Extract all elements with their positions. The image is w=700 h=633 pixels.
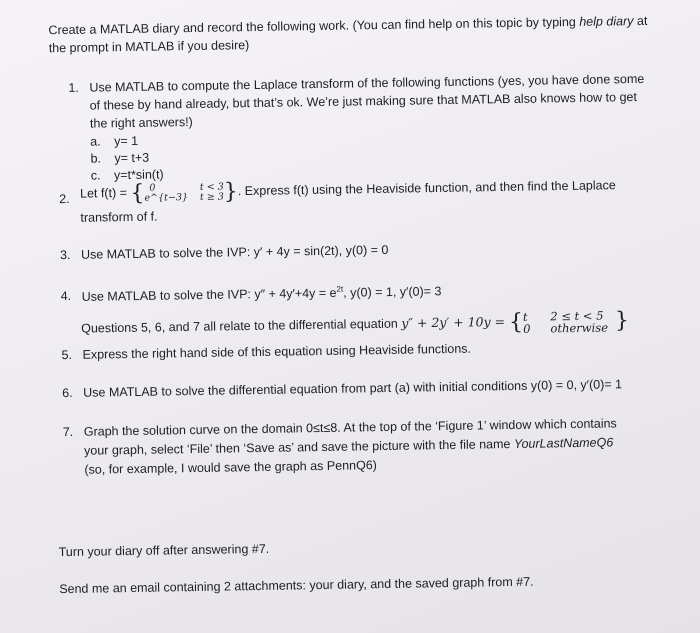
q4-exponent: 2t <box>336 284 344 294</box>
q5-number: 5. <box>61 347 73 363</box>
intro-text: Create a MATLAB diary and record the following work. (You can find help on this topic by typing <box>48 14 580 38</box>
q1-line-2: of these by hand already, but that’s ok. We’re just making sure that MATLAB also knows how to get <box>89 90 637 113</box>
group-note-text: Questions 5, 6, and 7 all relate to the differential equation <box>81 316 402 336</box>
group-note-left-brace: { <box>508 309 524 336</box>
q3-text: Use MATLAB to solve the IVP: y′ + 4y = sin(2t), y(0) = 0 <box>80 242 389 262</box>
intro-text-end: at <box>633 13 648 29</box>
footer-line-1: Turn your diary off after answering #7. <box>58 541 270 560</box>
q1-item-a <box>90 134 138 149</box>
q7-line-2 <box>84 435 613 457</box>
q1-item-letter: a. <box>90 134 101 149</box>
intro-line-1 <box>48 14 647 37</box>
q2-lead: Let f(t) = <box>79 185 131 201</box>
group-note-right-brace: } <box>607 308 630 334</box>
q1-line-3: the right answers!) <box>89 114 193 131</box>
footer-line-2: Send me an email containing 2 attachments: your diary, and the saved graph from #7. <box>59 574 534 597</box>
q7-number: 7. <box>62 424 74 440</box>
q1-item-b <box>90 151 149 166</box>
q6-text: Use MATLAB to solve the differential equation from part (a) with initial conditions y(0) = 0, y′(0)= 1 <box>83 377 623 400</box>
q2-rest: . Express f(t) using the Heaviside function, and then find the Laplace <box>237 178 616 199</box>
q4-line <box>82 283 442 304</box>
intro-italic: help diary <box>579 14 634 29</box>
q2-piece-conditions: t < 3 t ≥ 3 <box>199 181 224 203</box>
q2-left-brace: { <box>130 180 145 206</box>
q2-piece-values: 0 e^{t−3} <box>144 182 189 204</box>
group-note <box>81 308 629 342</box>
q2-number: 2. <box>59 191 70 207</box>
q1-item-text: y= t+3 <box>114 150 150 166</box>
group-note-equation: y″ + 2y′ + 10y = <box>401 313 510 331</box>
q1-line-1: Use MATLAB to compute the Laplace transform of the following functions (yes, you have done some <box>89 71 645 95</box>
q7-filename: YourLastNameQ6 <box>513 435 614 451</box>
q1-item-text: y= 1 <box>114 133 139 149</box>
q1-number: 1. <box>68 80 79 95</box>
q1-item-text: y=t*sin(t) <box>113 167 164 183</box>
group-note-values: t 0 <box>522 309 531 336</box>
q2-right-brace: } <box>223 179 238 205</box>
q1-item-letter: b. <box>90 151 102 166</box>
q6-number: 6. <box>62 385 73 401</box>
q1-item-letter: c. <box>90 168 101 183</box>
q5-text: Express the right hand side of this equation using Heaviside functions. <box>82 341 472 362</box>
q7-line-2-text: your graph, select ‘File’ then ‘Save as’ and save the picture with the file name <box>83 436 515 458</box>
intro-line-2: the prompt in MATLAB if you desire) <box>48 38 250 56</box>
q4-tail: , y(0) = 1, y′(0)= 3 <box>343 284 442 300</box>
q4-text: Use MATLAB to solve the IVP: y″ + 4y′+4y = e <box>81 285 337 304</box>
q3-number: 3. <box>59 247 71 263</box>
q7-line-1: Graph the solution curve on the domain 0≤t≤8. At the top of the ‘Figure 1’ window which contains <box>83 416 617 439</box>
q7-line-3: (so, for example, I would save the graph as PennQ6) <box>84 458 377 477</box>
q2-line-2: transform of f. <box>80 209 158 225</box>
q4-number: 4. <box>60 288 72 304</box>
group-note-conditions: 2 ≤ t < 5 otherwise <box>550 308 609 335</box>
